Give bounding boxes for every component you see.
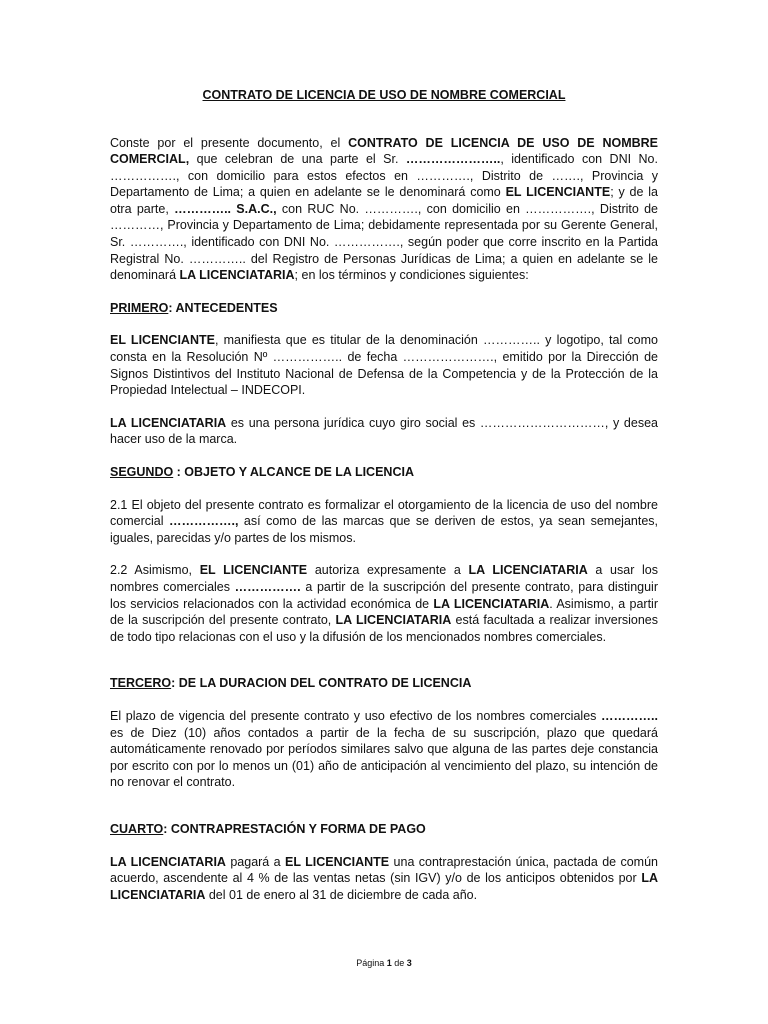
text: 2.2 Asimismo, [110, 563, 200, 578]
text: . Asimismo, a partir de la suscripción del presente contrato, [110, 596, 658, 628]
paragraph [110, 332, 658, 398]
paragraph [110, 708, 658, 791]
bold-text: CONTRATO DE LICENCIA DE USO DE NOMBRE COMERCIAL, [110, 135, 658, 167]
bold-text: EL LICENCIANTE [505, 185, 611, 200]
page-sep: de [394, 958, 405, 968]
paragraph [110, 562, 658, 645]
page-label: Página [356, 958, 385, 968]
bold-text: LA LICENCIATARIA [468, 563, 588, 578]
text: , manifiesta que es titular de la denominación ………….. y logotipo, tal como consta en la Resolución Nº …………….. de fecha …………………., emitido por la Dirección de Signos Distintivos del Instituto Nacional de Defensa de la Competencia y de la Protección de la Propiedad Intelectual – INDECOPI. [110, 333, 658, 398]
bold-text: LA LICENCIATARIA [110, 415, 227, 430]
text: ; en los términos y condiciones siguientes: [294, 268, 529, 283]
bold-text: ……………., [168, 514, 239, 529]
document-body [110, 135, 658, 904]
document-title: CONTRATO DE LICENCIA DE USO DE NOMBRE COMERCIAL [202, 88, 566, 102]
text: autoriza expresamente a [307, 563, 469, 578]
paragraph [110, 854, 658, 904]
text: Conste por el presente documento, el [110, 135, 349, 150]
text: , identificado con DNI No. ……………., con domicilio para estos efectos en …………., Distrito de ……., Provincia y Departamento de Lima; a quien en adelante se le denominará como [110, 152, 658, 200]
paragraph [110, 135, 658, 284]
bold-text: ………………….. [405, 152, 501, 167]
bold-text: EL LICENCIANTE [284, 854, 390, 869]
bold-text: ………….. S.A.C., [174, 201, 277, 216]
text: así como de las marcas que se deriven de estos, ya sean semejantes, iguales, parecidas y/o partes de los mismos. [110, 514, 658, 545]
text: una contraprestación única, pactada de común acuerdo, ascendente al 4 % de las ventas netas (sin IGV) y/o de los anticipos obtenidos por [110, 854, 658, 886]
bold-text: EL LICENCIANTE [110, 333, 215, 348]
text: pagará a [225, 854, 285, 869]
section-heading [110, 464, 658, 481]
bold-text: ………….. [601, 708, 658, 723]
text: es de Diez (10) años contados a partir de la fecha de su suscripción, plazo que quedará automáticamente renovado por períodos similares salvo que alguna de las partes deje constancia por escrito con por lo menos un (01) año de anticipación al vencimiento del plazo, su intención de no renovar el contrato. [110, 725, 658, 790]
section-heading-title: : OBJETO Y ALCANCE DE LA LICENCIA [173, 465, 414, 479]
bold-text: LA LICENCIATARIA [433, 596, 550, 611]
page-footer [0, 957, 768, 969]
text: 2.1 El objeto del presente contrato es formalizar el otorgamiento de la licencia de uso del nombre comercial [110, 497, 658, 529]
section-heading-title: : CONTRAPRESTACIÓN Y FORMA DE PAGO [163, 821, 426, 836]
bold-text: LA LICENCIATARIA [179, 268, 295, 283]
page-current: 1 [386, 958, 392, 968]
section-heading [110, 300, 658, 317]
text: que celebran de una parte el Sr. [189, 152, 406, 167]
text: con RUC No. …………., con domicilio en ……………., Distrito de …………, Provincia y Departamento de Lima; debidamente representada por su Gerente General, Sr. …………., identificado con DNI No. ……………., según poder que corre inscrito en la Partida Registral No. ………….. del Registro de Personas Jurídicas de Lima; a quien en adelante se le denominará [110, 201, 658, 283]
text: a usar los nombres comerciales [110, 563, 659, 594]
section-heading-label: CUARTO [110, 821, 164, 836]
paragraph [110, 415, 658, 448]
bold-text: LA LICENCIATARIA [110, 871, 658, 902]
page-total: 3 [406, 958, 412, 968]
bold-text: ……………. [234, 579, 301, 594]
text: del 01 de enero al 31 de diciembre de cada año. [205, 887, 478, 902]
section-heading-label: TERCERO [110, 676, 172, 691]
text: es una persona jurídica cuyo giro social es …………………………, y desea hacer uso de la marca. [110, 415, 658, 447]
section-heading [110, 821, 658, 838]
section-heading-title: : DE LA DURACION DEL CONTRATO DE LICENCIA [171, 676, 472, 691]
text: El plazo de vigencia del presente contrato y uso efectivo de los nombres comerciales [110, 708, 602, 723]
bold-text: LA LICENCIATARIA [110, 854, 226, 869]
section-heading-label: PRIMERO [110, 300, 169, 315]
section-heading-label: SEGUNDO [110, 465, 174, 479]
bold-text: EL LICENCIANTE [199, 563, 308, 578]
section-heading-title: : ANTECEDENTES [168, 300, 278, 315]
text: está facultada a realizar inversiones de todo tipo relacionas con el uso y la difusión de los mencionados nombres comerciales. [110, 613, 658, 644]
bold-text: LA LICENCIATARIA [335, 613, 452, 628]
text: ; y de la otra parte, [110, 185, 658, 216]
text: a partir de la suscripción del presente contrato, para distinguir los servicios relacionados con la actividad económica de [110, 579, 658, 611]
paragraph [110, 497, 658, 547]
section-heading [110, 675, 658, 692]
